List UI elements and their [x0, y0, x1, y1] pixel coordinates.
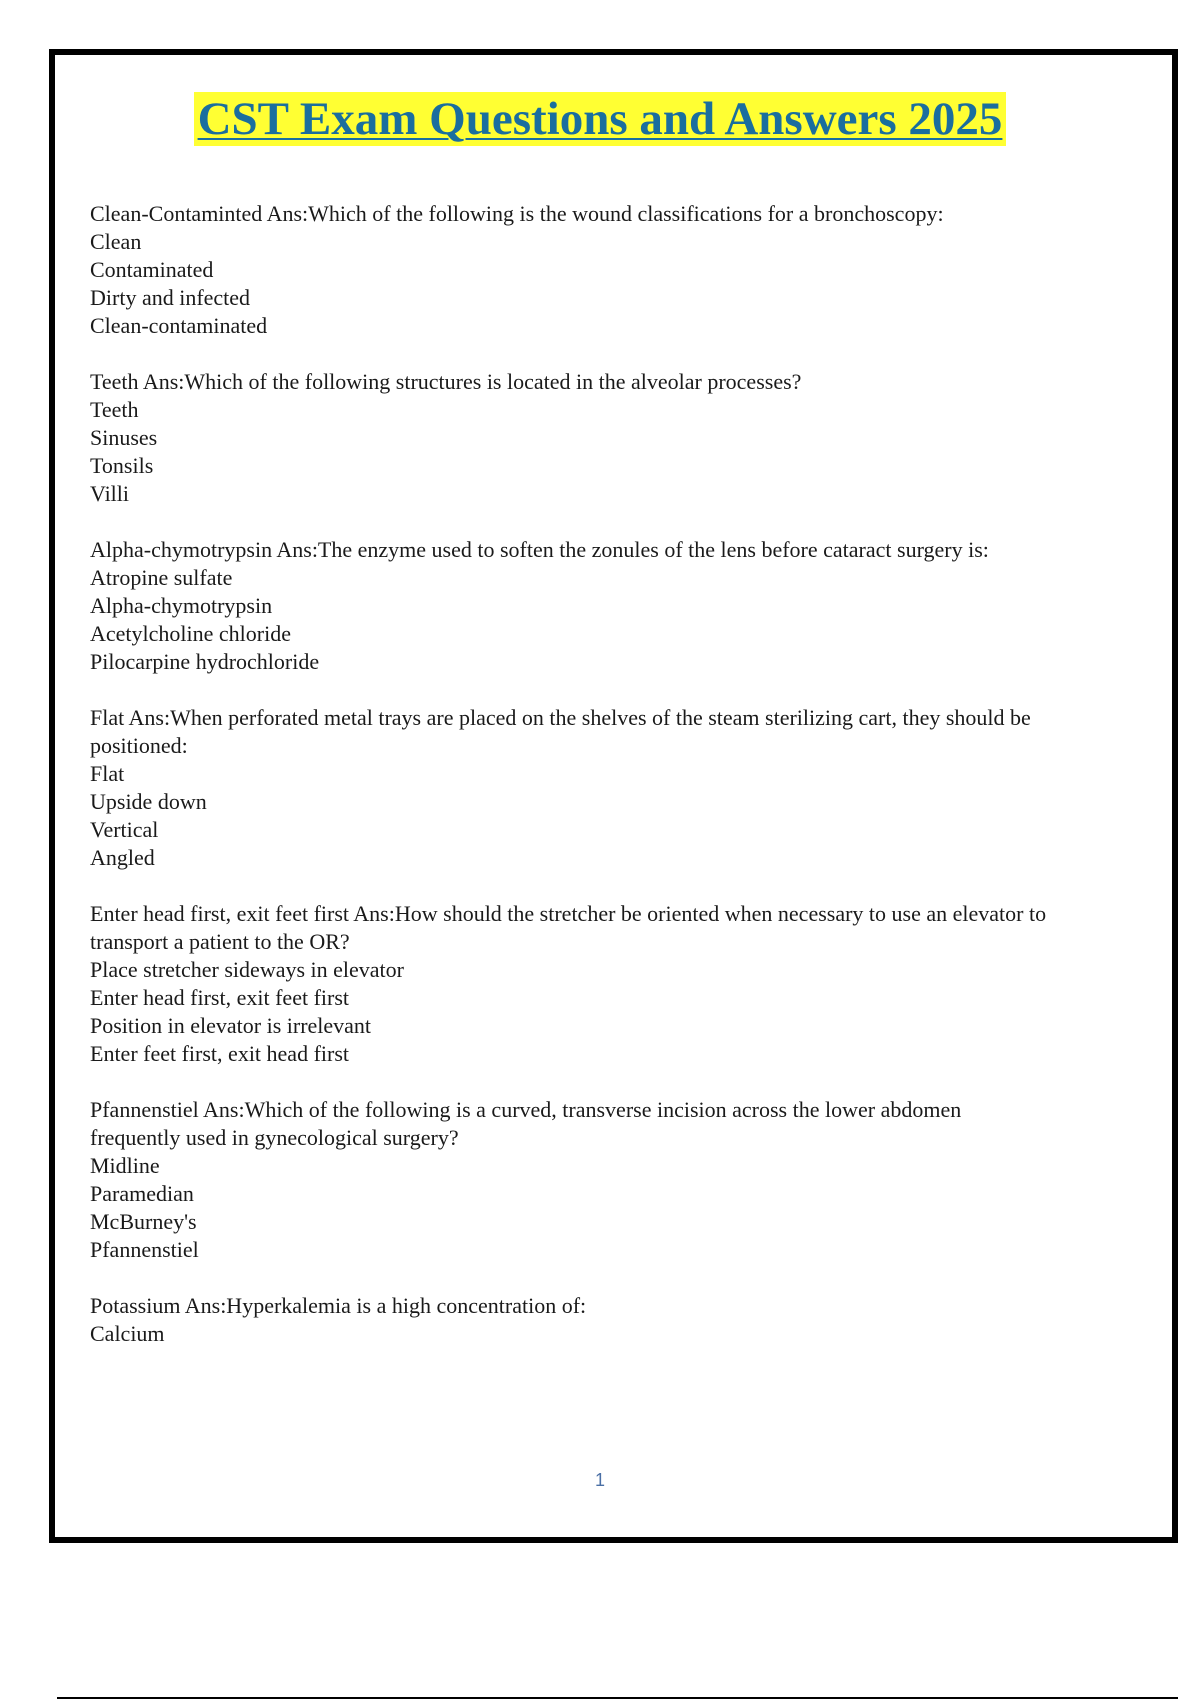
answer-option: Clean — [90, 229, 142, 254]
answer-option: McBurney's — [90, 1209, 197, 1234]
answer-option: Teeth — [90, 397, 139, 422]
question-list — [90, 200, 1050, 1376]
answer-option: Enter head first, exit feet first — [90, 985, 350, 1010]
answer-option: Contaminated — [90, 257, 214, 282]
answer-option: Place stretcher sideways in elevator — [90, 957, 404, 982]
question-block — [90, 368, 1050, 508]
answer-option: Dirty and infected — [90, 285, 251, 310]
answer-option: Flat — [90, 761, 125, 786]
question-text: Clean-Contaminted Ans:Which of the following is the wound classifications for a bronchoscopy: — [90, 201, 944, 226]
question-text: Enter head first, exit feet first Ans:How should the stretcher be oriented when necessary to use an elevator to transport a patient to the OR? — [90, 901, 1047, 954]
answer-option: Pfannenstiel — [90, 1237, 199, 1262]
answer-option: Clean-contaminated — [90, 313, 268, 338]
question-text: Potassium Ans:Hyperkalemia is a high concentration of: — [90, 1293, 587, 1318]
answer-option: Midline — [90, 1153, 160, 1178]
page-number: 1 — [594, 1470, 605, 1490]
question-text: Pfannenstiel Ans:Which of the following is a curved, transverse incision across the lower abdomen frequently used in gynecological surgery? — [90, 1097, 962, 1150]
answer-option: Acetylcholine chloride — [90, 621, 291, 646]
question-block — [90, 704, 1050, 872]
answer-option: Pilocarpine hydrochloride — [90, 649, 320, 674]
document-title: CST Exam Questions and Answers 2025 — [194, 92, 1007, 146]
title-area — [0, 92, 1200, 146]
answer-option: Paramedian — [90, 1181, 194, 1206]
question-text: Teeth Ans:Which of the following structures is located in the alveolar processes? — [90, 369, 802, 394]
answer-option: Alpha-chymotrypsin — [90, 593, 273, 618]
question-text: Alpha-chymotrypsin Ans:The enzyme used to soften the zonules of the lens before cataract surgery is: — [90, 537, 989, 562]
answer-option: Sinuses — [90, 425, 158, 450]
answer-option: Tonsils — [90, 453, 154, 478]
question-block — [90, 900, 1050, 1068]
answer-option: Upside down — [90, 789, 207, 814]
question-block — [90, 200, 1050, 340]
answer-option: Angled — [90, 845, 155, 870]
answer-option: Enter feet first, exit head first — [90, 1041, 350, 1066]
question-block — [90, 1292, 1050, 1348]
answer-option: Atropine sulfate — [90, 565, 233, 590]
question-block — [90, 536, 1050, 676]
answer-option: Position in elevator is irrelevant — [90, 1013, 372, 1038]
question-text: Flat Ans:When perforated metal trays are placed on the shelves of the steam sterilizing cart, they should be positioned: — [90, 705, 1031, 758]
question-block — [90, 1096, 1050, 1264]
answer-option: Villi — [90, 481, 130, 506]
answer-option: Calcium — [90, 1321, 165, 1346]
answer-option: Vertical — [90, 817, 159, 842]
bottom-divider — [57, 1697, 1178, 1699]
